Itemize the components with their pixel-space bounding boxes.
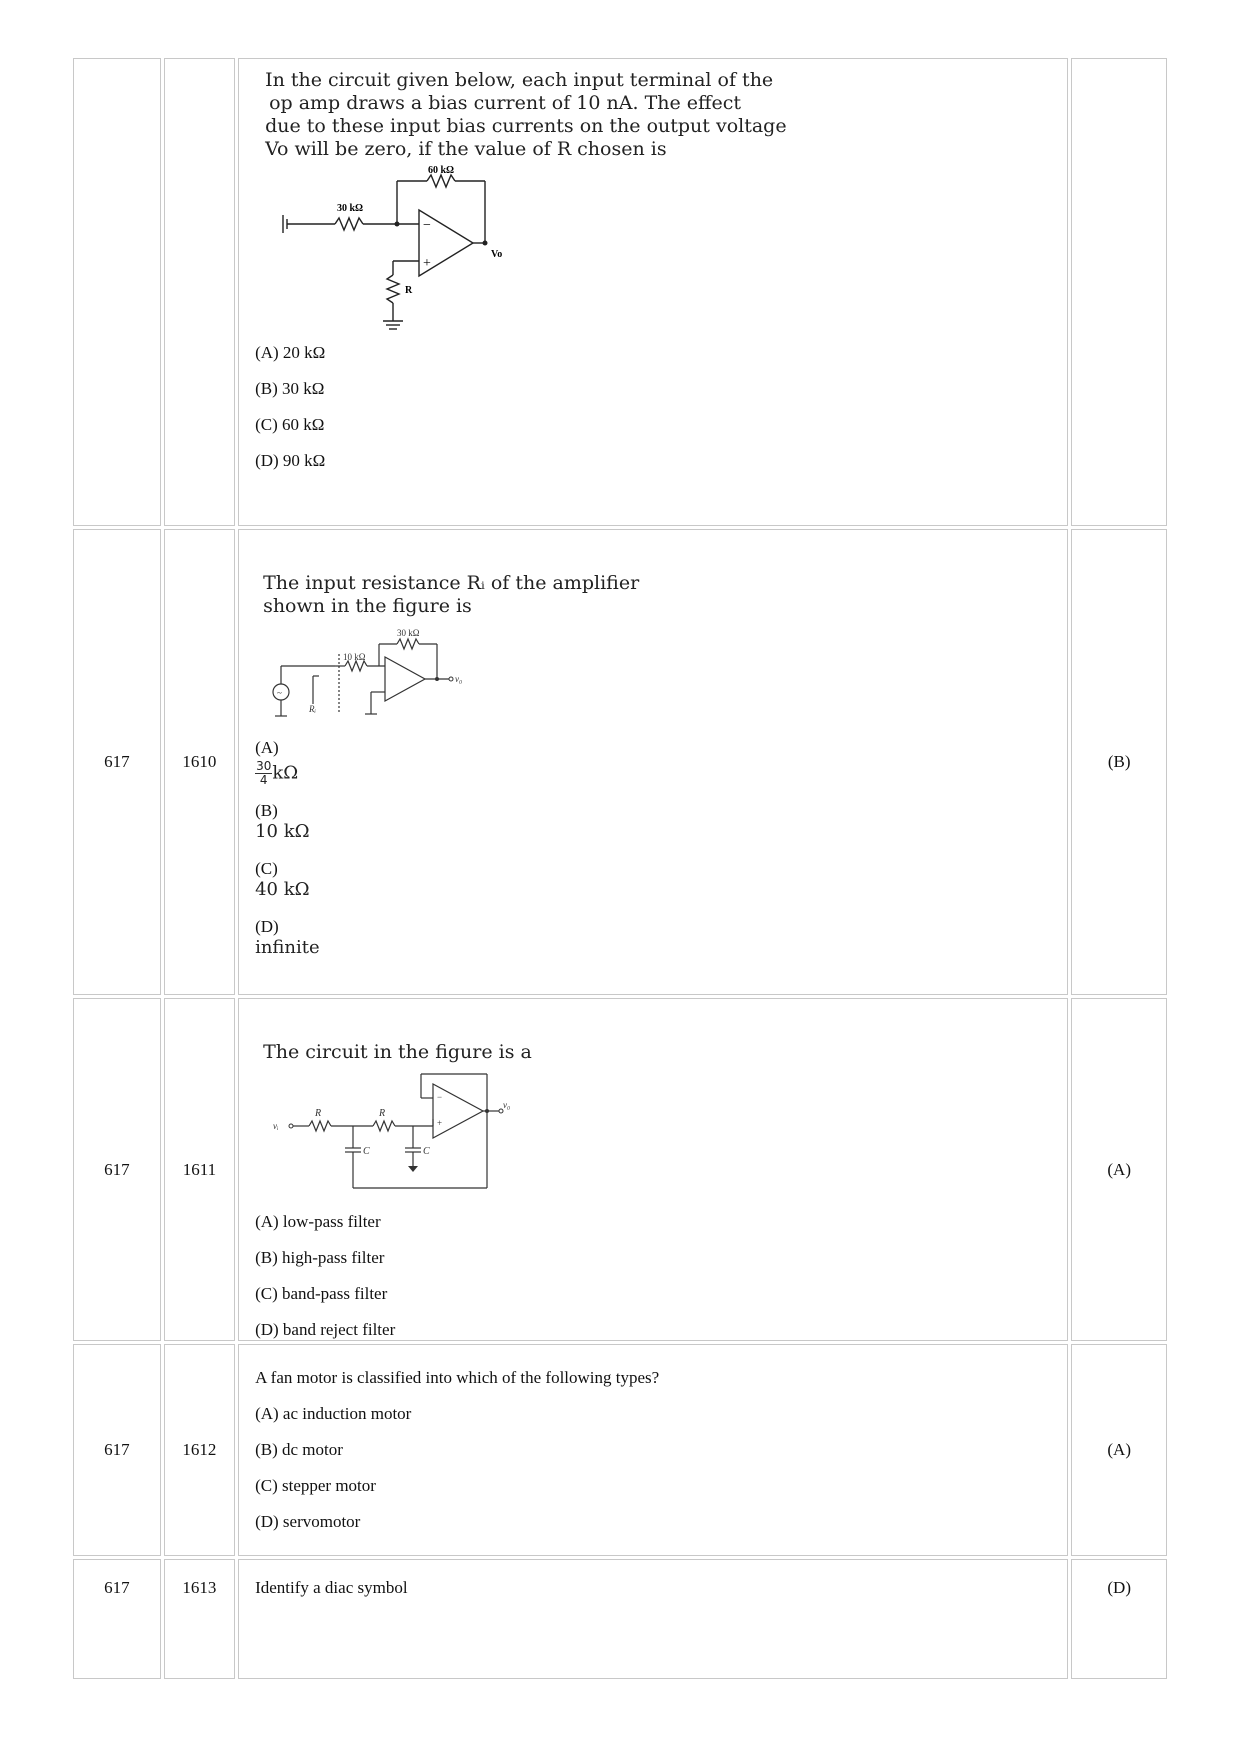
option-a-value: $\frac{30}{4}$ kΩ [256,759,299,787]
question-line: The circuit in the figure is a [263,1041,532,1063]
svg-text:~: ~ [277,688,282,698]
question-text: Identify a diac symbol [255,1578,408,1597]
r-label: R [405,285,413,296]
feedback-resistor-label: 60 kΩ [428,165,455,176]
ri-label: Rᵢ [309,704,316,714]
cell-paper-code: 617 [73,998,161,1341]
option-a-letter: (A) [255,738,279,757]
option-b-letter: (B) [255,801,278,820]
question-table [73,58,1167,1682]
cell-answer: (B) [1071,529,1167,995]
option-d: (D) servomotor [255,1512,361,1531]
c2-label: C [423,1146,430,1157]
option-d-value: infinite [255,937,320,958]
question-line: Vo will be zero, if the value of R chosen is [265,138,667,160]
option-c: (C) stepper motor [255,1476,376,1495]
input-label: vᵢ [273,1121,279,1131]
feedback-resistor-label: 30 kΩ [397,628,420,638]
cell-paper-code [73,58,161,526]
cell-question-no [164,58,235,526]
cell-question-no: 1612 [164,1344,235,1556]
option-a: (A) 20 kΩ [255,343,326,362]
option-c: (C) 60 kΩ [255,415,325,434]
cell-paper-code: 617 [73,1559,161,1679]
fraction: $\frac{30}{4}$ [256,759,272,787]
question-line: op amp draws a bias current of 10 nA. The effect [269,92,742,114]
option-b-value: 10 kΩ [255,821,310,842]
option-c-value: 40 kΩ [255,879,310,900]
option-d: (D) 90 kΩ [255,451,326,470]
cell-answer: (A) [1071,1344,1167,1556]
cell-paper-code: 617 [73,1344,161,1556]
table-row [73,58,1167,526]
input-resistor-label: 30 kΩ [337,203,364,214]
option-a: (A) low-pass filter [255,1212,381,1231]
r2-label: R [379,1108,386,1119]
r1-label: R [315,1108,322,1119]
option-b: (B) dc motor [255,1440,343,1459]
option-c: (C) band-pass filter [255,1284,388,1303]
cell-question-no: 1610 [164,529,235,995]
question-line: due to these input bias currents on the output voltage [265,115,787,137]
table-row [73,1344,1167,1556]
rc-filter-circuit-figure [263,1066,513,1196]
question-line: The input resistance Rᵢ of the amplifier [263,572,640,594]
table-row [73,529,1167,995]
plus-terminal-label: + [423,256,431,271]
option-b: (B) high-pass filter [255,1248,385,1267]
cell-question [238,1559,1068,1679]
option-a: (A) ac induction motor [255,1404,412,1423]
option-b: (B) 30 kΩ [255,379,325,398]
question-text: A fan motor is classified into which of the following types? [255,1368,660,1387]
cell-answer: (A) [1071,998,1167,1341]
cell-question-no: 1611 [164,998,235,1341]
minus-terminal-label: − [423,218,431,233]
output-label: v₀ [455,674,463,684]
cell-question [238,529,1068,995]
cell-question-no: 1613 [164,1559,235,1679]
output-label: v₀ [503,1100,511,1110]
cell-question [238,1344,1068,1556]
input-resistor-label: 10 kΩ [343,652,366,662]
cell-paper-code: 617 [73,529,161,995]
cell-question [238,58,1068,526]
question-line: shown in the figure is [263,595,472,617]
svg-text:−: − [437,1092,443,1102]
table-row [73,1559,1167,1679]
cell-answer: (D) [1071,1559,1167,1679]
option-d-letter: (D) [255,917,279,936]
inverting-amplifier-figure [265,624,505,734]
question-line: In the circuit given below, each input terminal of the [265,69,774,91]
opamp-bias-circuit-figure [275,163,535,333]
c1-label: C [363,1146,370,1157]
option-d: (D) band reject filter [255,1320,396,1339]
cell-answer [1071,58,1167,526]
table-row [73,998,1167,1341]
output-label: Vo [491,249,503,260]
option-c-letter: (C) [255,859,278,878]
svg-text:+: + [437,1118,443,1128]
cell-question [238,998,1068,1341]
question-bank-page [73,58,1167,1755]
